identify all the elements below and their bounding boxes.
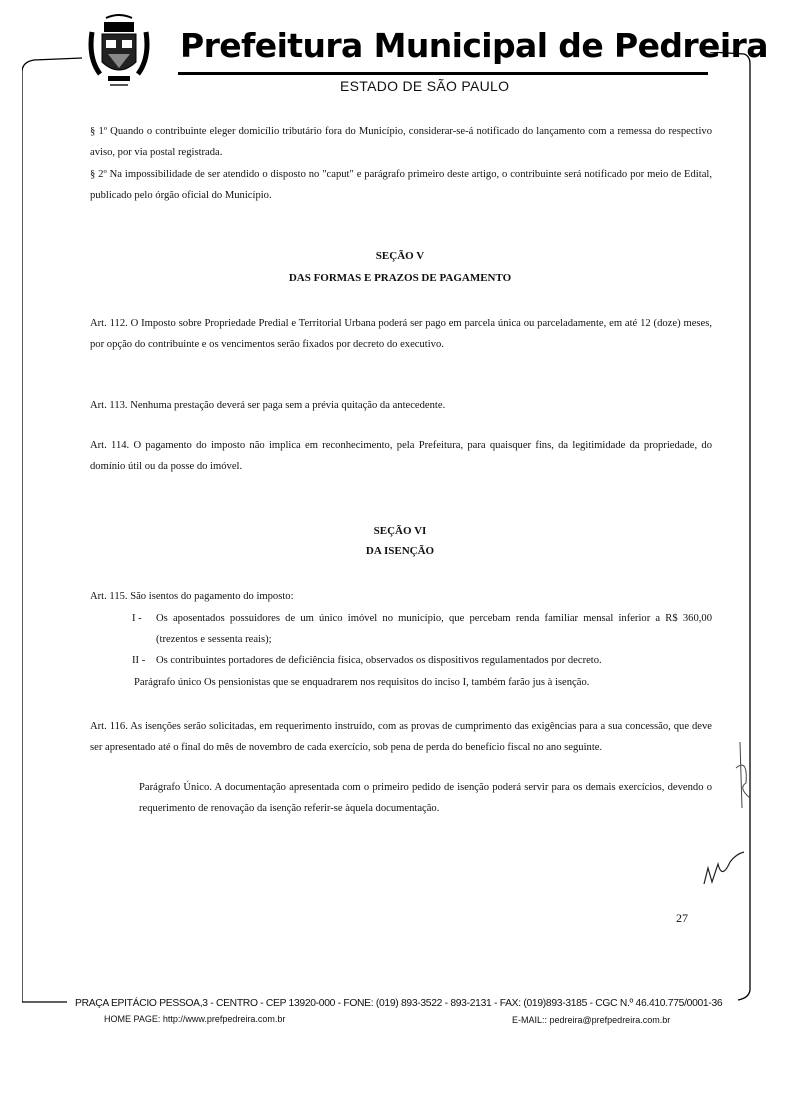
article-113: Art. 113. Nenhuma prestação deverá ser paga sem a prévia quitação da antecedente. [90,400,446,411]
sole-paragraph-115: Parágrafo único Os pensionistas que se enquadrarem nos requisitos do inciso I, também farão jus à isenção. [134,677,590,688]
item-number: II - [132,655,146,666]
paragraph-1: § 1º Quando o contribuinte eleger domicílio tributário fora do Município, considerar-se-á notificado do lançamento com a remessa do respectivo aviso, por via postal registrada. [90,126,712,158]
sole-paragraph-116: Parágrafo Único. A documentação apresentada com o primeiro pedido de isenção poderá servir para os demais exercícios, devendo o requerimento de renovação da isenção referir-se àquela documentação. [139,782,712,814]
margin-signature [728,738,758,818]
paragraph-2: § 2º Na impossibilidade de ser atendido o disposto no "caput" e parágrafo primeiro deste artigo, o contribuinte será notificado por meio de Edital, publicado pelo órgão oficial do Município. [90,169,712,201]
footer-homepage: HOME PAGE: http://www.prefpedreira.com.br [104,1014,286,1024]
item-text: Os contribuintes portadores de deficiência física, observados os dispositivos regulamentados por decreto. [156,655,602,666]
article-116: Art. 116. As isenções serão solicitadas, em requerimento instruído, com as provas de cumprimento das exigências para a sua concessão, que deve ser apresentado até o final do mês de novembro de cada exercício, sob pena de perda do benefício fiscal no ano seguinte. [90,721,712,753]
section-title: DAS FORMAS E PRAZOS DE PAGAMENTO [288,272,512,284]
article-112: Art. 112. O Imposto sobre Propriedade Predial e Territorial Urbana poderá ser pago em parcela única ou parceladamente, em até 12 (doze) meses, por opção do contribuinte e os vencimentos serão fixados por decreto do executivo. [90,318,712,350]
footer-email: E-MAIL:: pedreira@prefpedreira.com.br [512,1015,671,1025]
section-title: DA ISENÇÃO [365,545,435,557]
item-text: Os aposentados possuidores de um único imóvel no município, que percebam renda familiar mensal inferior a R$ 360,00 (trezentos e sessenta reais); [156,613,712,645]
item-number: I - [132,613,142,624]
article-114: Art. 114. O pagamento do imposto não implica em reconhecimento, pela Prefeitura, para quaisquer fins, da legitimidade da propriedade, do domínio útil ou da posse do imóvel. [90,440,712,472]
letterhead-subtitle: ESTADO DE SÃO PAULO [340,78,510,94]
letterhead-title: Prefeitura Municipal de Pedreira [180,26,768,65]
list-item [132,608,712,650]
initials-signature [700,850,750,890]
municipal-crest-logo [88,14,150,90]
section-label: SEÇÃO V [375,250,425,262]
list-item [132,650,712,671]
footer-address: PRAÇA EPITÁCIO PESSOA,3 - CENTRO - CEP 13920-000 - FONE: (019) 893-3522 - 893-2131 - FAX: (019)893-3185 - CGC N.º 46.410.775/0001-36 [75,998,723,1009]
section-label: SEÇÃO VI [373,525,427,537]
page-number: 27 [676,911,688,925]
letterhead-rule [178,72,708,75]
article-115: Art. 115. São isentos do pagamento do imposto: [90,591,294,602]
